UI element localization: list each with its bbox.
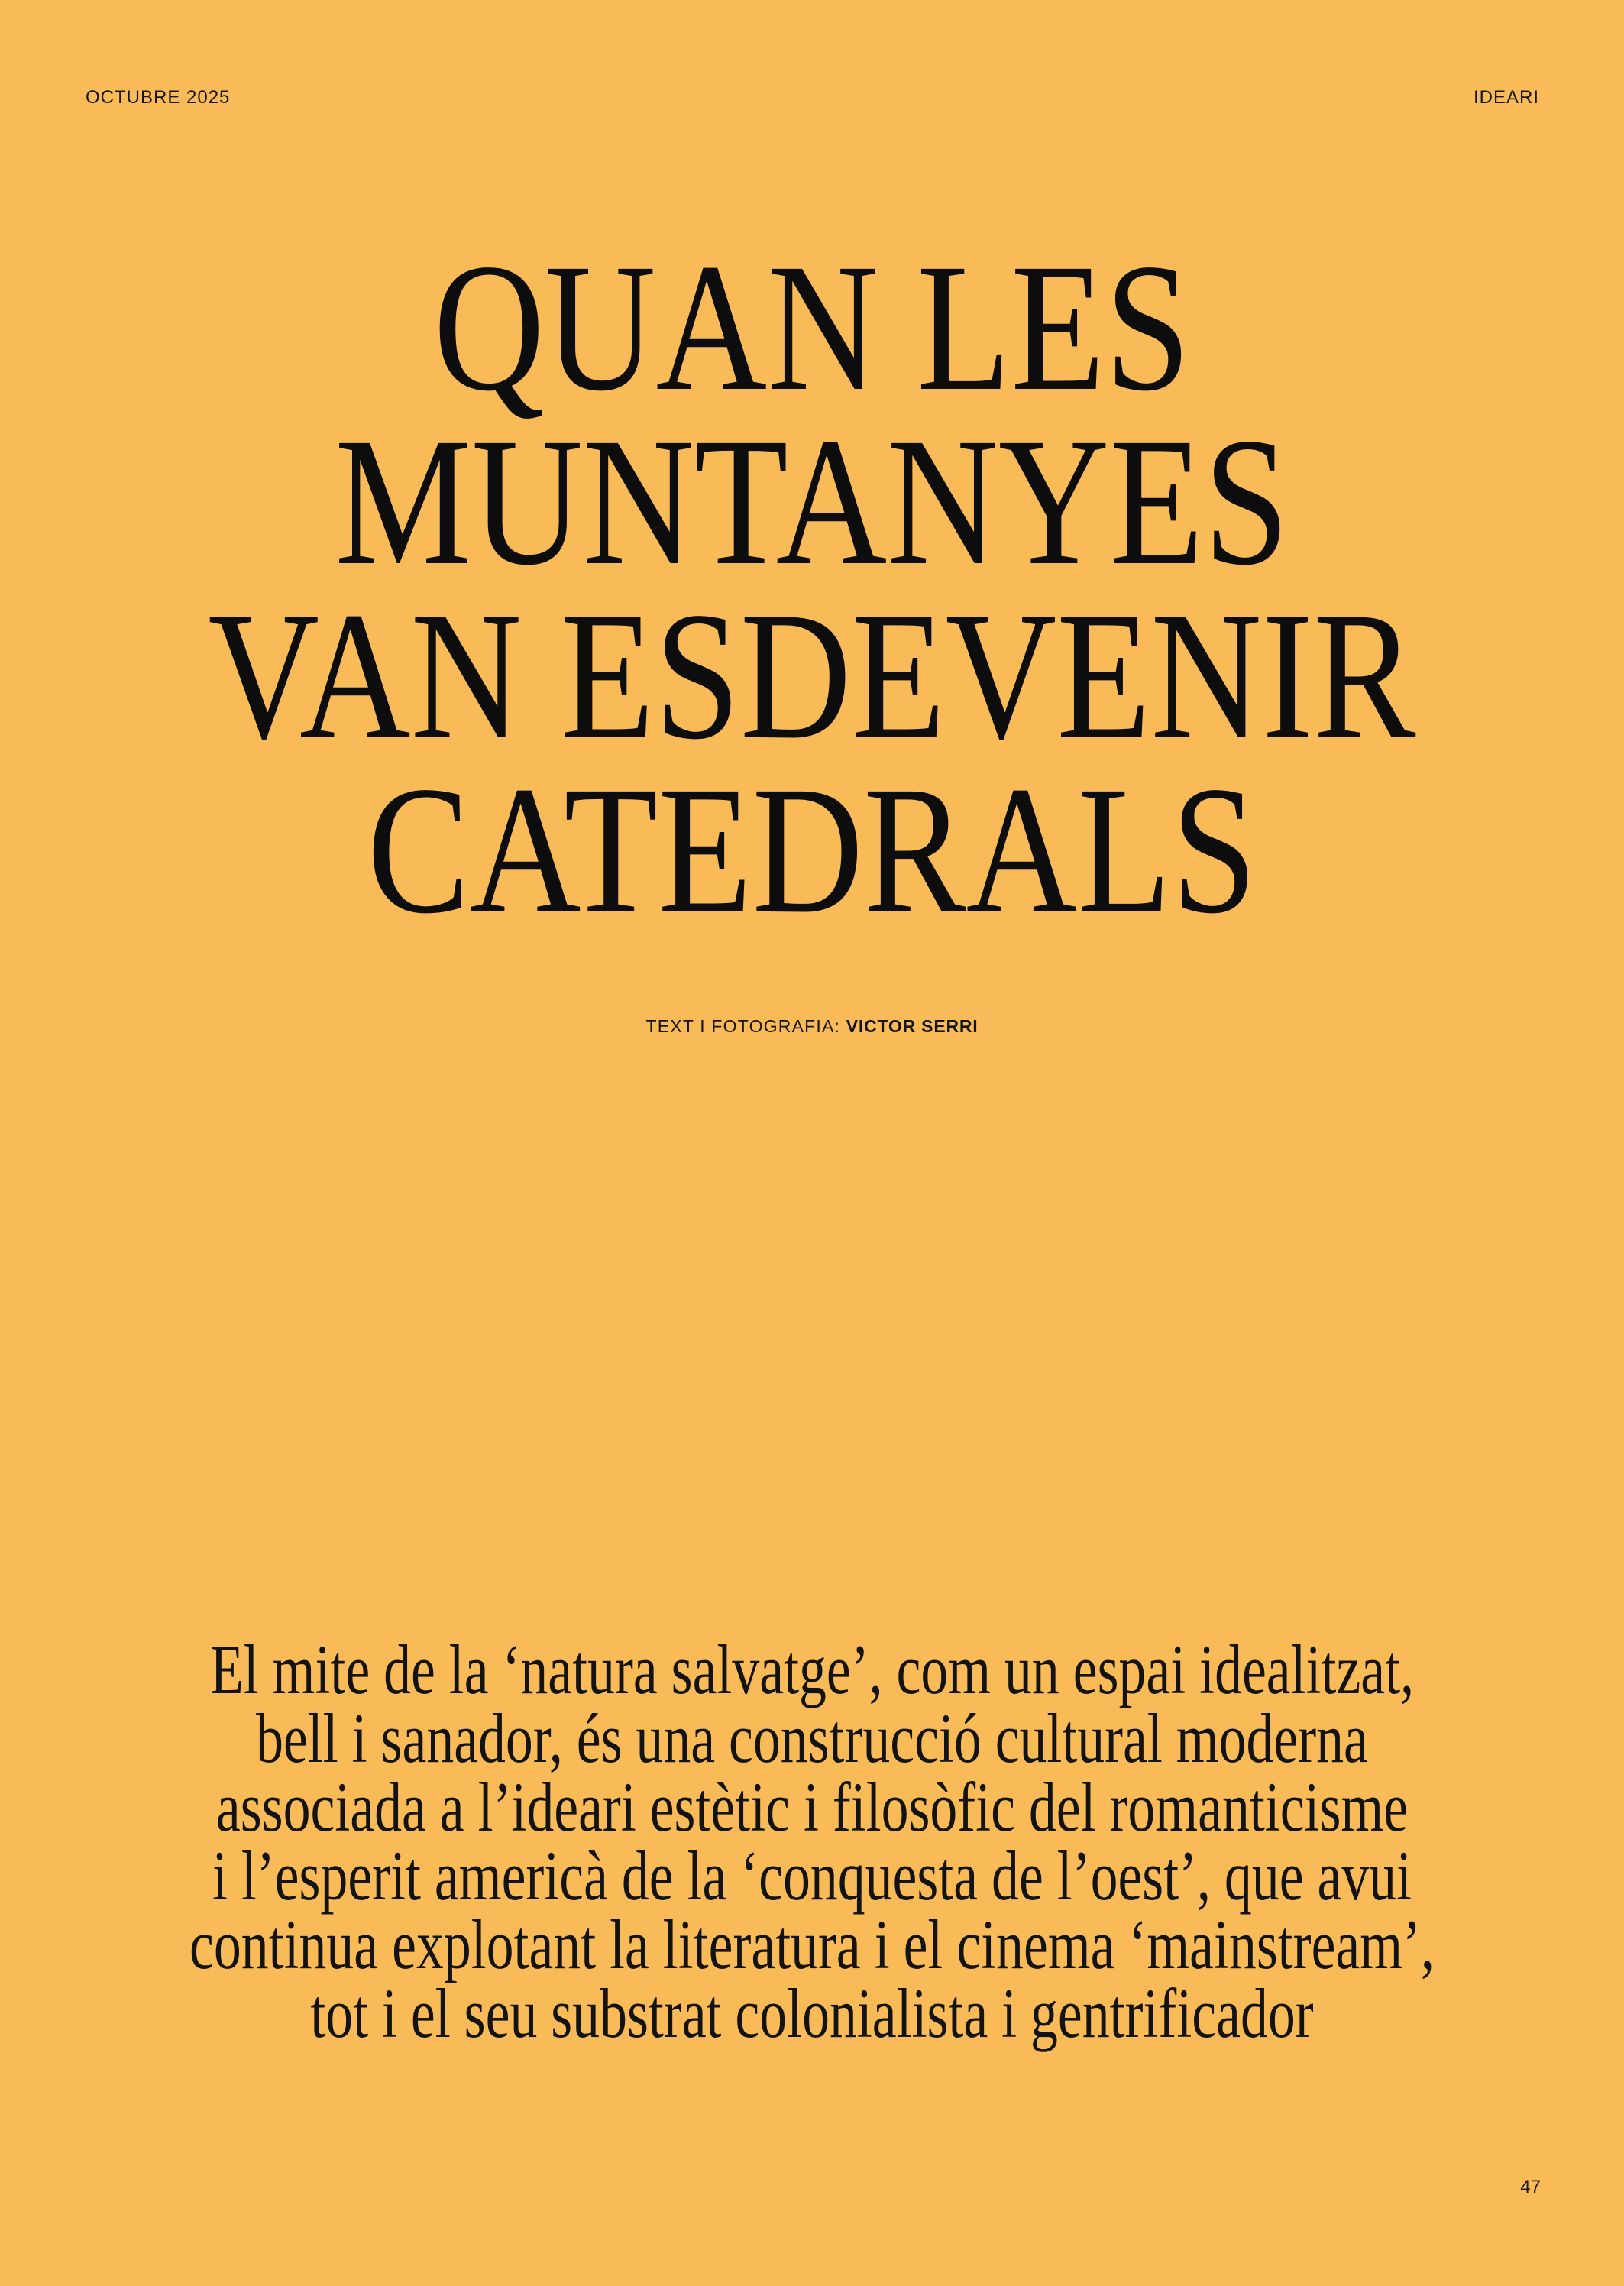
standfirst-line-5: continua explotant la literatura i el cinema ‘mainstream’, <box>189 1906 1435 1983</box>
byline-label: TEXT I FOTOGRAFIA: <box>645 1016 841 1036</box>
byline-author: VICTOR SERRI <box>846 1016 979 1036</box>
article-title-line-1: QUAN LES <box>433 225 1191 429</box>
standfirst-line-3: associada a l’ideari estètic i filosòfic del romanticisme <box>215 1768 1409 1846</box>
standfirst-line-6: tot i el seu substrat colonialista i gentrificador <box>310 1974 1314 2052</box>
standfirst-line-1: El mite de la ‘natura salvatge’, com un espai idealitzat, <box>209 1630 1415 1708</box>
article-title <box>0 225 1624 951</box>
standfirst <box>0 1630 1624 2052</box>
page-number: 47 <box>1520 2177 1541 2197</box>
article-title-line-4: CATEDRALS <box>367 748 1257 951</box>
article-title-line-3: VAN ESDEVENIR <box>208 574 1416 777</box>
standfirst-line-4: i l’esperit americà de la ‘conquesta de l’oest’, que avui <box>212 1837 1412 1915</box>
byline <box>0 1016 1624 1038</box>
issue-date: OCTUBRE 2025 <box>86 87 231 108</box>
section-label: IDEARI <box>1473 87 1539 108</box>
article-title-line-2: MUNTANYES <box>335 400 1289 603</box>
standfirst-line-2: bell i sanador, és una construcció cultural moderna <box>256 1699 1368 1777</box>
